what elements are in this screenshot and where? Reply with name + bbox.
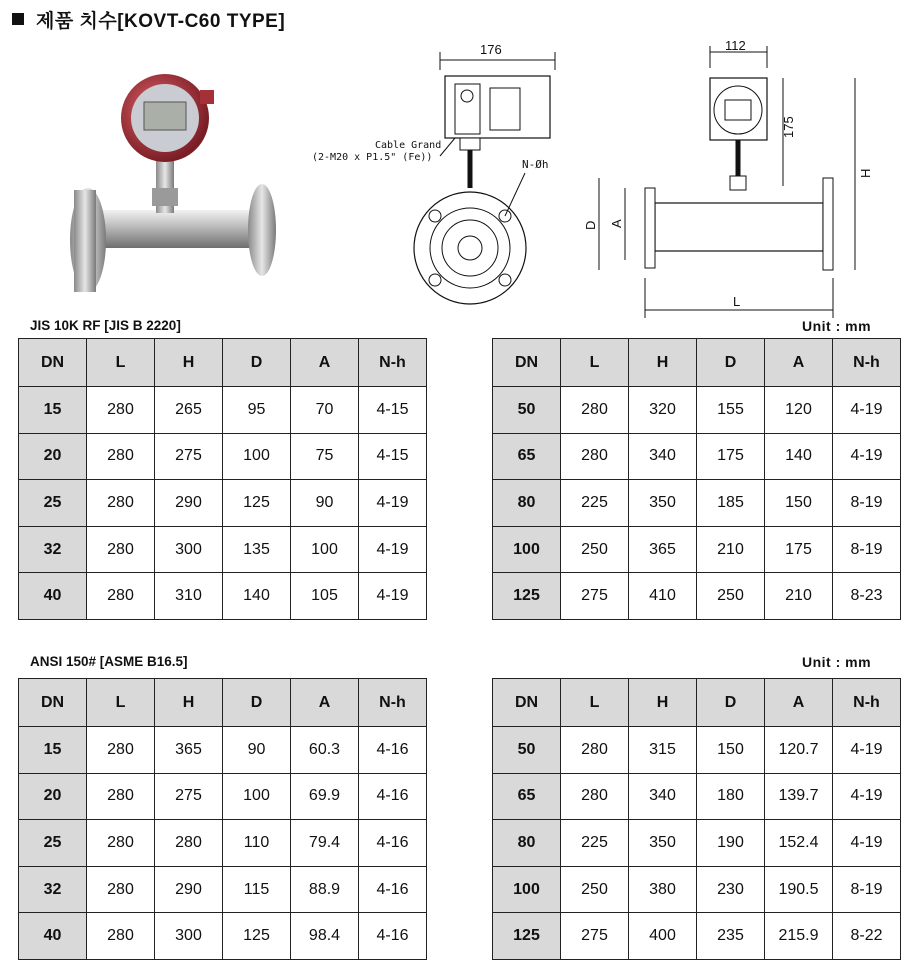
a-label: A: [609, 219, 624, 228]
jis-unit-label: Unit : mm: [802, 318, 872, 334]
table-header-row: [493, 679, 901, 727]
value-cell: 175: [765, 526, 833, 573]
dn-cell: 20: [19, 773, 87, 820]
table-row: [493, 727, 901, 774]
dn-cell: 40: [19, 573, 87, 620]
column-header: DN: [19, 339, 87, 387]
column-header: A: [765, 679, 833, 727]
column-header: N-h: [359, 679, 427, 727]
value-cell: 8-19: [833, 480, 901, 527]
value-cell: 4-16: [359, 866, 427, 913]
side-view-drawing: [300, 38, 560, 308]
value-cell: 300: [155, 526, 223, 573]
value-cell: 115: [223, 866, 291, 913]
jis-standard-label: JIS 10K RF [JIS B 2220]: [30, 318, 181, 333]
value-cell: 210: [697, 526, 765, 573]
column-header: H: [629, 339, 697, 387]
dn-cell: 25: [19, 820, 87, 867]
value-cell: 155: [697, 387, 765, 434]
value-cell: 280: [87, 433, 155, 480]
dn-cell: 80: [493, 820, 561, 867]
value-cell: 280: [87, 526, 155, 573]
value-cell: 90: [223, 727, 291, 774]
cable-gland-label: Cable Grand: [375, 140, 442, 151]
value-cell: 95: [223, 387, 291, 434]
value-cell: 4-15: [359, 387, 427, 434]
value-cell: 140: [223, 573, 291, 620]
dn-cell: 100: [493, 526, 561, 573]
value-cell: 100: [291, 526, 359, 573]
dn-cell: 40: [19, 913, 87, 960]
product-photo: [60, 70, 280, 295]
dn-cell: 80: [493, 480, 561, 527]
value-cell: 105: [291, 573, 359, 620]
side-width-label: 176: [480, 42, 502, 57]
ansi-table-right: [492, 678, 901, 960]
value-cell: 280: [87, 773, 155, 820]
value-cell: 100: [223, 433, 291, 480]
value-cell: 120: [765, 387, 833, 434]
table-row: [493, 913, 901, 960]
value-cell: 4-19: [833, 773, 901, 820]
value-cell: 4-19: [359, 480, 427, 527]
value-cell: 280: [561, 773, 629, 820]
value-cell: 290: [155, 866, 223, 913]
table-row: [493, 820, 901, 867]
value-cell: 120.7: [765, 727, 833, 774]
value-cell: 265: [155, 387, 223, 434]
l-label: L: [733, 294, 741, 309]
value-cell: 350: [629, 480, 697, 527]
column-header: A: [291, 339, 359, 387]
value-cell: 190: [697, 820, 765, 867]
page-title: [12, 6, 285, 33]
d-label: D: [583, 220, 598, 230]
value-cell: 280: [87, 573, 155, 620]
value-cell: 235: [697, 913, 765, 960]
value-cell: 4-19: [833, 387, 901, 434]
value-cell: 275: [561, 913, 629, 960]
value-cell: 8-22: [833, 913, 901, 960]
column-header: DN: [19, 679, 87, 727]
value-cell: 400: [629, 913, 697, 960]
value-cell: 380: [629, 866, 697, 913]
dn-cell: 100: [493, 866, 561, 913]
table-row: [19, 727, 427, 774]
value-cell: 4-19: [833, 820, 901, 867]
value-cell: 315: [629, 727, 697, 774]
value-cell: 210: [765, 573, 833, 620]
value-cell: 75: [291, 433, 359, 480]
value-cell: 310: [155, 573, 223, 620]
ansi-unit-label: Unit : mm: [802, 654, 872, 670]
table-row: [19, 773, 427, 820]
value-cell: 250: [697, 573, 765, 620]
value-cell: 280: [87, 820, 155, 867]
value-cell: 340: [629, 773, 697, 820]
value-cell: 4-16: [359, 773, 427, 820]
table-row: [493, 480, 901, 527]
value-cell: 300: [155, 913, 223, 960]
value-cell: 280: [561, 387, 629, 434]
value-cell: 350: [629, 820, 697, 867]
page-title-text: 제품 치수[KOVT-C60 TYPE]: [36, 11, 286, 32]
table-row: [19, 480, 427, 527]
table-row: [493, 526, 901, 573]
h-label: H: [858, 168, 873, 178]
value-cell: 280: [561, 433, 629, 480]
value-cell: 410: [629, 573, 697, 620]
table-row: [19, 387, 427, 434]
value-cell: 60.3: [291, 727, 359, 774]
table-row: [493, 387, 901, 434]
value-cell: 4-15: [359, 433, 427, 480]
column-header: D: [697, 339, 765, 387]
value-cell: 150: [765, 480, 833, 527]
table-row: [19, 433, 427, 480]
table-row: [19, 820, 427, 867]
value-cell: 275: [155, 433, 223, 480]
value-cell: 280: [561, 727, 629, 774]
value-cell: 4-16: [359, 727, 427, 774]
value-cell: 8-23: [833, 573, 901, 620]
dn-cell: 25: [19, 480, 87, 527]
value-cell: 290: [155, 480, 223, 527]
value-cell: 90: [291, 480, 359, 527]
value-cell: 100: [223, 773, 291, 820]
jis-table-right: [492, 338, 901, 620]
value-cell: 230: [697, 866, 765, 913]
column-header: H: [155, 339, 223, 387]
value-cell: 215.9: [765, 913, 833, 960]
column-header: N-h: [833, 339, 901, 387]
table-row: [493, 866, 901, 913]
column-header: N-h: [833, 679, 901, 727]
table-header-row: [493, 339, 901, 387]
value-cell: 8-19: [833, 866, 901, 913]
hole-label: N-Øh: [522, 158, 549, 171]
value-cell: 4-19: [359, 573, 427, 620]
value-cell: 280: [87, 866, 155, 913]
value-cell: 4-16: [359, 913, 427, 960]
table-row: [493, 573, 901, 620]
table-row: [493, 773, 901, 820]
dn-cell: 20: [19, 433, 87, 480]
dn-cell: 32: [19, 866, 87, 913]
value-cell: 150: [697, 727, 765, 774]
front-width-label: 112: [725, 38, 746, 53]
cable-gland-spec: (2-M20 x P1.5" (Fe)): [312, 152, 433, 163]
value-cell: 110: [223, 820, 291, 867]
value-cell: 180: [697, 773, 765, 820]
value-cell: 365: [629, 526, 697, 573]
value-cell: 79.4: [291, 820, 359, 867]
value-cell: 225: [561, 480, 629, 527]
column-header: L: [561, 339, 629, 387]
column-header: DN: [493, 679, 561, 727]
value-cell: 4-19: [359, 526, 427, 573]
value-cell: 125: [223, 480, 291, 527]
dn-cell: 15: [19, 387, 87, 434]
value-cell: 190.5: [765, 866, 833, 913]
value-cell: 88.9: [291, 866, 359, 913]
front-height-label: 175: [781, 116, 796, 138]
value-cell: 280: [87, 727, 155, 774]
dn-cell: 65: [493, 773, 561, 820]
column-header: D: [223, 339, 291, 387]
value-cell: 280: [87, 480, 155, 527]
dn-cell: 50: [493, 387, 561, 434]
ansi-standard-label: ANSI 150# [ASME B16.5]: [30, 654, 188, 669]
table-row: [19, 573, 427, 620]
value-cell: 125: [223, 913, 291, 960]
table-row: [19, 913, 427, 960]
table-header-row: [19, 679, 427, 727]
value-cell: 139.7: [765, 773, 833, 820]
value-cell: 4-16: [359, 820, 427, 867]
column-header: H: [629, 679, 697, 727]
value-cell: 275: [155, 773, 223, 820]
dn-cell: 15: [19, 727, 87, 774]
column-header: L: [87, 339, 155, 387]
column-header: A: [291, 679, 359, 727]
value-cell: 4-19: [833, 727, 901, 774]
value-cell: 280: [87, 913, 155, 960]
table-row: [493, 433, 901, 480]
jis-table-left: [18, 338, 427, 620]
value-cell: 70: [291, 387, 359, 434]
ansi-table-left: [18, 678, 427, 960]
table-row: [19, 866, 427, 913]
dn-cell: 125: [493, 913, 561, 960]
table-header-row: [19, 339, 427, 387]
column-header: DN: [493, 339, 561, 387]
column-header: L: [87, 679, 155, 727]
value-cell: 275: [561, 573, 629, 620]
column-header: D: [223, 679, 291, 727]
front-view-drawing: [585, 38, 885, 323]
value-cell: 340: [629, 433, 697, 480]
dn-cell: 125: [493, 573, 561, 620]
value-cell: 185: [697, 480, 765, 527]
value-cell: 175: [697, 433, 765, 480]
column-header: A: [765, 339, 833, 387]
value-cell: 140: [765, 433, 833, 480]
column-header: L: [561, 679, 629, 727]
value-cell: 152.4: [765, 820, 833, 867]
value-cell: 280: [155, 820, 223, 867]
square-bullet-icon: [12, 13, 24, 25]
value-cell: 69.9: [291, 773, 359, 820]
value-cell: 320: [629, 387, 697, 434]
table-row: [19, 526, 427, 573]
value-cell: 135: [223, 526, 291, 573]
value-cell: 225: [561, 820, 629, 867]
column-header: D: [697, 679, 765, 727]
column-header: H: [155, 679, 223, 727]
value-cell: 365: [155, 727, 223, 774]
value-cell: 8-19: [833, 526, 901, 573]
dn-cell: 65: [493, 433, 561, 480]
column-header: N-h: [359, 339, 427, 387]
value-cell: 280: [87, 387, 155, 434]
dn-cell: 50: [493, 727, 561, 774]
dn-cell: 32: [19, 526, 87, 573]
value-cell: 4-19: [833, 433, 901, 480]
value-cell: 98.4: [291, 913, 359, 960]
value-cell: 250: [561, 866, 629, 913]
value-cell: 250: [561, 526, 629, 573]
